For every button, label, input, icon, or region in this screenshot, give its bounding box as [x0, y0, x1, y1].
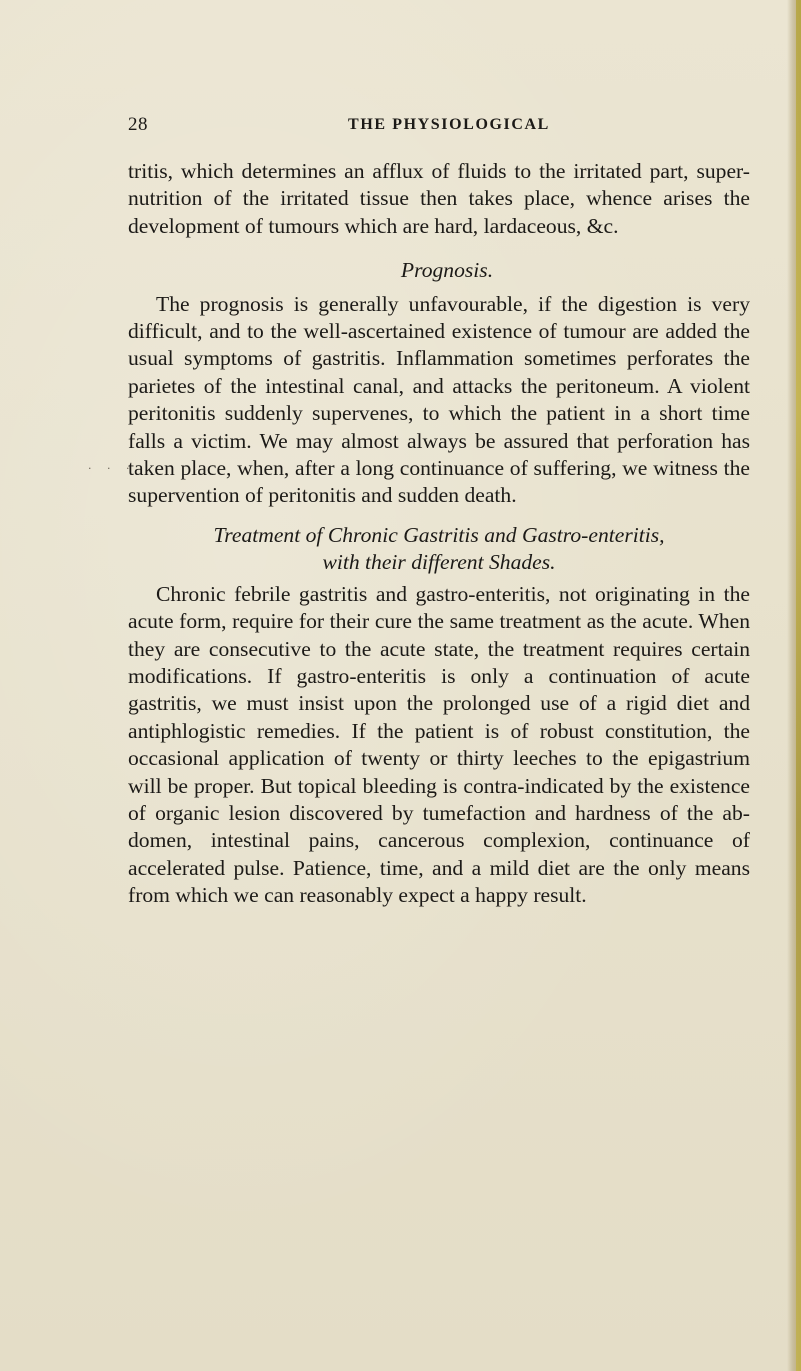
- page-number: 28: [128, 114, 148, 135]
- running-title: THE PHYSIOLOGICAL: [348, 116, 550, 133]
- binding-edge: [787, 0, 801, 1371]
- section-heading-treatment-line1: Treatment of Chronic Gastritis and Gastro-enteritis,: [213, 522, 665, 547]
- section-heading-prognosis: Prognosis.: [400, 258, 494, 283]
- margin-mark: · · ·: [88, 462, 136, 475]
- section-heading-treatment: [128, 522, 750, 577]
- section-heading-treatment-line2: with their different Shades.: [322, 550, 556, 575]
- paragraph-continuation: tritis, which determines an afflux of fluids to the irritated part, super-nutrition of the irritated tissue then takes place, whence arises the development of tumours which are hard, lardaceous, &c.: [128, 159, 750, 238]
- running-head: [128, 114, 762, 136]
- paragraph-treatment: Chronic febrile gastritis and gastro-enteritis, not originating in the acute form, require for their cure the same treatment as the acute. When they are consecutive to the acute state, the treatment requires certain modifications. If gastro-enteritis is only a continuation of acute gastritis, we must insist upon the prolonged use of a rigid diet and antiphlogistic remedies. If the patient is of robust constitution, the occasional application of twenty or thirty leeches to the epigastrium will be proper. But topical bleeding is contra-indicated by the existence of organic lesion discovered by tumefaction and hardness of the abdomen, intestinal pains, cancerous complexion, continuance of accelerated pulse. Patience, time, and a mild diet are the only means from which we can reasonably expect a happy result.: [128, 581, 750, 908]
- page-body: [128, 158, 750, 910]
- paragraph-prognosis: The prognosis is generally unfavourable, if the digestion is very difficult, and to the well-ascertained existence of tumour are added the usual symptoms of gastritis. Inflammation sometimes perforates the parietes of the intestinal canal, and attacks the peritoneum. A violent peritonitis suddenly supervenes, to which the patient in a short time falls a victim. We may almost always be assured that perforation has taken place, when, after a long continuance of suffering, we witness the supervention of peritonitis and sudden death.: [128, 291, 750, 508]
